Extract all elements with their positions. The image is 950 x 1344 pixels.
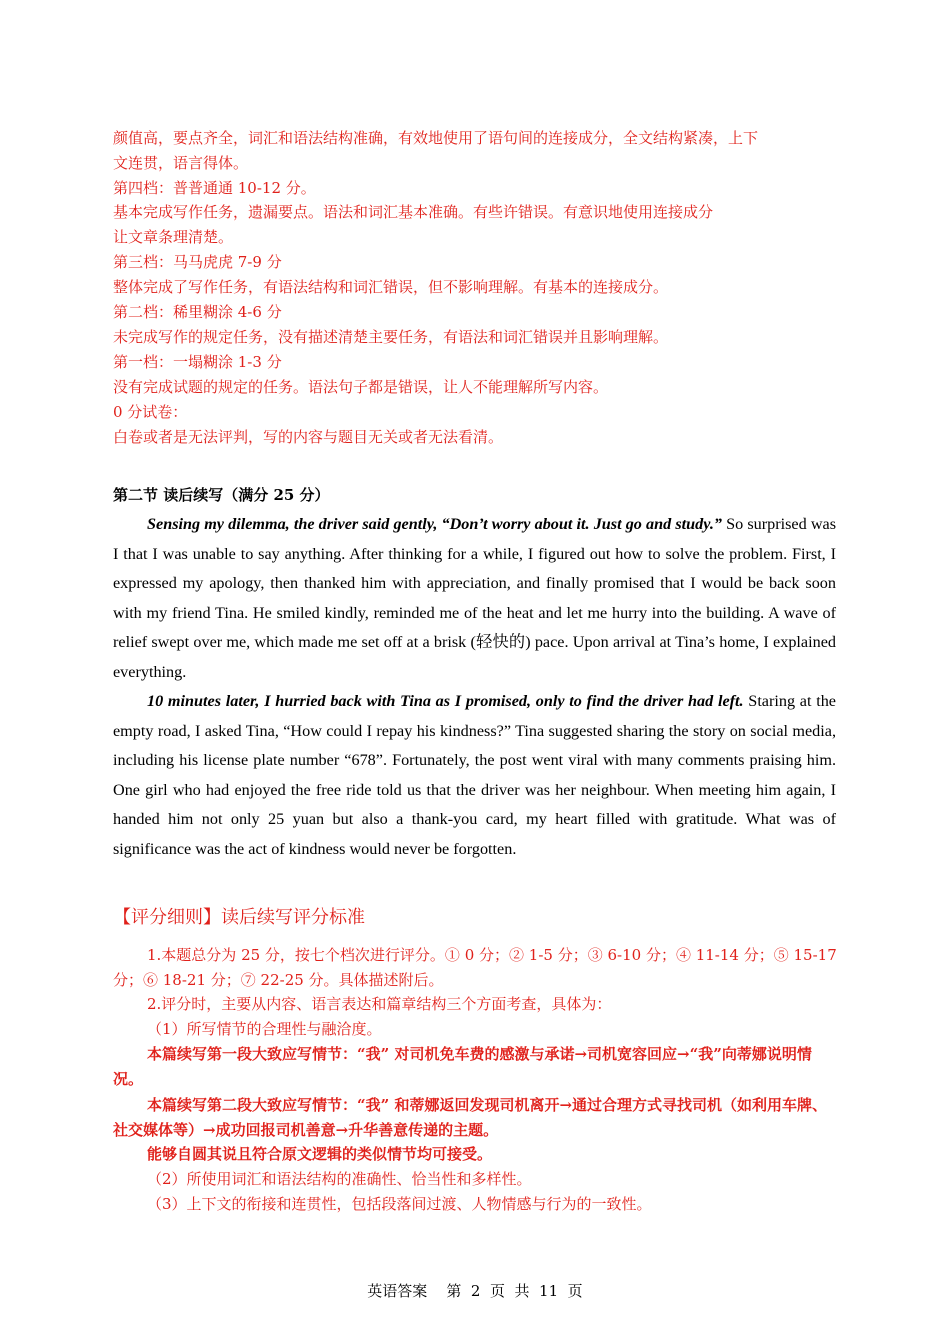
- rubric-plot-para-1: 本篇续写第一段大致应写情节：“我” 对司机免车费的感激与承诺→司机宽容回应→“我”向蒂娜说明情况。: [113, 1045, 812, 1088]
- rubric-item-1: 1.本题总分为 25 分，按七个档次进行评分。① 0 分；② 1-5 分；③ 6-10 分；④ 11-14 分；⑤ 15-17 分；⑥ 18-21 分；⑦ 22-25 分。具体描述附后。: [113, 946, 837, 989]
- rubric-level-1: 第一档：一塌糊涂 1-3 分: [113, 353, 282, 371]
- rubric-acceptable-note: 能够自圆其说且符合原文逻辑的类似情节均可接受。: [147, 1145, 493, 1163]
- rubric-sub-1: （1）所写情节的合理性与融洽度。: [147, 1020, 382, 1038]
- rubric-line: 白卷或者是无法评判，写的内容与题目无关或者无法看清。: [113, 428, 504, 446]
- rubric-heading: 【评分细则】读后续写评分标准: [113, 907, 365, 928]
- rubric-level-0: 0 分试卷：: [113, 403, 188, 421]
- rubric-level-3: 第三档：马马虎虎 7-9 分: [113, 253, 282, 271]
- rubric-line: 整体完成了写作任务，有语法结构和词汇错误，但不影响理解。有基本的连接成分。: [113, 278, 669, 296]
- rubric-line: 基本完成写作任务，遗漏要点。语法和词汇基本准确。有些许错误。有意识地使用连接成分: [113, 203, 714, 221]
- page-footer: 英语答案 第 2 页 共 11 页: [367, 1282, 583, 1300]
- section-title: 第二节 读后续写（满分 25 分）: [113, 486, 330, 504]
- rubric-sub-2: （2）所使用词汇和语法结构的准确性、恰当性和多样性。: [147, 1170, 532, 1188]
- paragraph-lead-sentence: 10 minutes later, I hurried back with Tina as I promised, only to find the driver had left.: [147, 692, 744, 710]
- paragraph-body: So surprised was I that I was unable to say anything. After thinking for a while, I figured out how to solve the problem. First, I expressed my apology, then thanked him with appreciation, and finally promised that I would be back soon with my friend Tina. He smiled kindly, reminded me of the heat and let me hurry into the building. A wave of relief swept over me, which made me set off at a brisk (轻快的) pace. Upon arrival at Tina’s home, I explained everything.: [113, 515, 836, 681]
- rubric-line: 未完成写作的规定任务，没有描述清楚主要任务，有语法和词汇错误并且影响理解。: [113, 328, 669, 346]
- rubric-level-4: 第四档：普普通通 10-12 分。: [113, 179, 316, 197]
- rubric-line: 让文章条理清楚。: [113, 228, 234, 246]
- rubric-sub-3: （3）上下文的衔接和连贯性，包括段落间过渡、人物情感与行为的一致性。: [147, 1195, 652, 1213]
- rubric-line: 没有完成试题的规定的任务。语法句子都是错误，让人不能理解所写内容。: [113, 378, 609, 396]
- rubric-plot-para-2: 本篇续写第二段大致应写情节：“我” 和蒂娜返回发现司机离开→通过合理方式寻找司机（如利用车牌、社交媒体等）→成功回报司机善意→升华善意传递的主题。: [113, 1096, 828, 1139]
- rubric-item-2: 2.评分时，主要从内容、语言表达和篇章结构三个方面考查，具体为：: [147, 995, 612, 1013]
- rubric-line: 颜值高，要点齐全，词汇和语法结构准确，有效地使用了语句间的连接成分，全文结构紧凑，上下: [113, 129, 759, 147]
- continuation-paragraph-1: [113, 510, 836, 687]
- paragraph-lead-sentence: Sensing my dilemma, the driver said gently, “Don’t worry about it. Just go and study.”: [147, 515, 722, 533]
- rubric-level-2: 第二档：稀里糊涂 4-6 分: [113, 303, 282, 321]
- rubric-line: 文连贯，语言得体。: [113, 154, 249, 172]
- paragraph-body: Staring at the empty road, I asked Tina, “How could I repay his kindness?” Tina suggested sharing the story on social media, including his license plate number “678”. Fortunately, the post went viral with many comments praising him. One girl who had enjoyed the free ride told us that the driver was her neighbour. When meeting him again, I handed him not only 25 yuan but also a thank-you card, my heart filled with gratitude. What was of significance was the act of kindness would never be forgotten.: [113, 692, 836, 858]
- continuation-paragraph-2: [113, 687, 836, 864]
